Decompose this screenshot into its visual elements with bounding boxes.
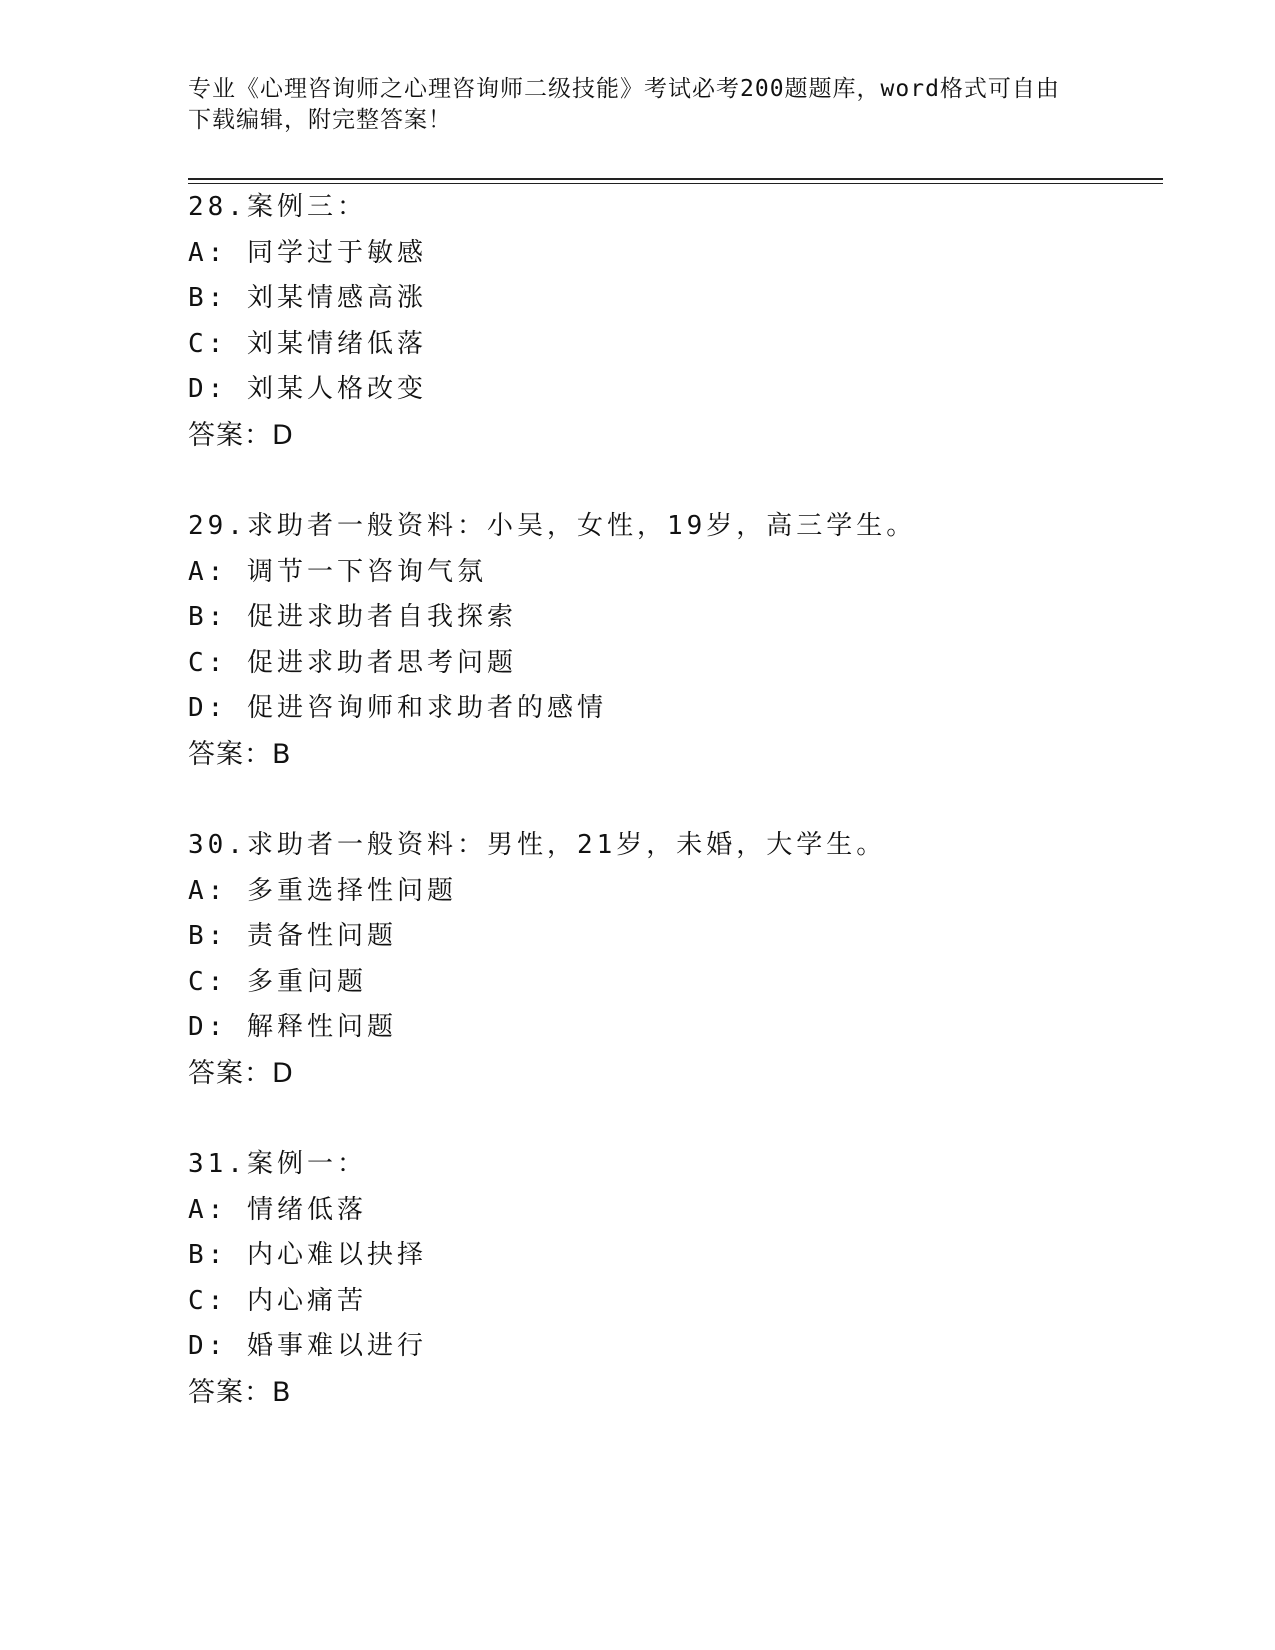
option-letter: B: (188, 283, 228, 313)
question-block (188, 185, 1163, 458)
option-letter: B: (188, 602, 228, 632)
question-stem: 29.求助者一般资料：小吴，女性，19岁，高三学生。 (188, 511, 917, 541)
option-a (188, 1188, 1163, 1234)
option-b (188, 914, 1163, 960)
option-letter: D: (188, 1331, 228, 1361)
option-letter: A: (188, 556, 228, 587)
answer-line: 答案：B (188, 1376, 292, 1408)
option-text: 刘某情感高涨 (246, 283, 427, 313)
option-c (188, 322, 1163, 368)
option-c (188, 641, 1163, 687)
option-d (188, 686, 1163, 732)
document-intro: 专业《心理咨询师之心理咨询师二级技能》考试必考200题题库，word格式可自由下载编辑，附完整答案！ (188, 76, 1060, 133)
option-letter: A: (188, 1194, 228, 1225)
option-letter: B: (188, 921, 228, 951)
question-stem: 31.案例一： (188, 1149, 367, 1179)
answer-line: 答案：D (188, 419, 294, 451)
option-text: 促进咨询师和求助者的感情 (246, 693, 607, 723)
option-d (188, 367, 1163, 413)
option-text: 内心痛苦 (246, 1285, 367, 1316)
option-text: 内心难以抉择 (246, 1240, 427, 1270)
option-d (188, 1324, 1163, 1370)
option-letter: D: (188, 1012, 228, 1042)
question-stem: 28.案例三： (188, 192, 367, 222)
option-text: 调节一下咨询气氛 (246, 556, 487, 587)
option-letter: C: (188, 1285, 228, 1316)
option-letter: B: (188, 1240, 228, 1270)
option-letter: A: (188, 875, 228, 906)
answer-line: 答案：B (188, 738, 292, 770)
option-text: 促进求助者思考问题 (246, 647, 517, 678)
option-letter: D: (188, 374, 228, 404)
option-letter: C: (188, 647, 228, 678)
answer-line: 答案：D (188, 1057, 294, 1089)
option-letter: A: (188, 237, 228, 268)
option-d (188, 1005, 1163, 1051)
option-text: 情绪低落 (246, 1194, 367, 1225)
option-a (188, 869, 1163, 915)
option-text: 多重问题 (246, 966, 367, 997)
option-c (188, 960, 1163, 1006)
header-divider (188, 178, 1163, 184)
option-a (188, 231, 1163, 277)
option-text: 刘某人格改变 (246, 374, 427, 404)
option-text: 刘某情绪低落 (246, 328, 427, 359)
option-b (188, 595, 1163, 641)
question-block (188, 504, 1163, 777)
option-text: 多重选择性问题 (246, 875, 457, 906)
option-text: 同学过于敏感 (246, 237, 427, 268)
option-letter: C: (188, 966, 228, 997)
option-text: 责备性问题 (246, 921, 397, 951)
question-block (188, 823, 1163, 1096)
question-block (188, 1142, 1163, 1415)
option-letter: C: (188, 328, 228, 359)
option-text: 婚事难以进行 (246, 1331, 427, 1361)
option-b (188, 276, 1163, 322)
option-a (188, 550, 1163, 596)
option-b (188, 1233, 1163, 1279)
question-stem: 30.求助者一般资料：男性，21岁，未婚，大学生。 (188, 830, 887, 860)
option-text: 促进求助者自我探索 (246, 602, 517, 632)
option-letter: D: (188, 693, 228, 723)
option-text: 解释性问题 (246, 1012, 397, 1042)
option-c (188, 1279, 1163, 1325)
